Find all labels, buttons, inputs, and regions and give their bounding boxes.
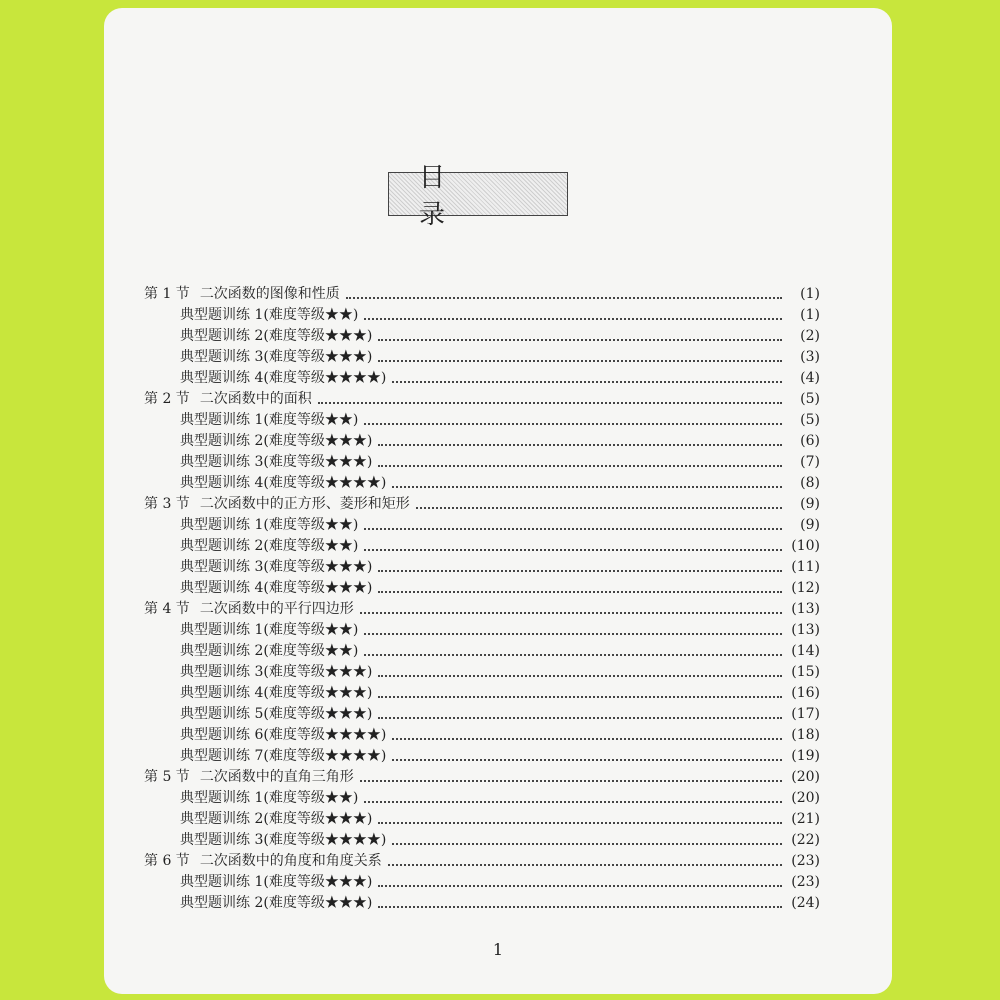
exercise-title: 典型题训练 1(难度等级★★★) bbox=[180, 874, 373, 890]
toc-item-row bbox=[180, 788, 820, 809]
exercise-page: (24) bbox=[791, 895, 820, 911]
exercise-page: (6) bbox=[800, 433, 820, 449]
dot-leader bbox=[364, 318, 782, 320]
toc-item-row bbox=[180, 620, 820, 641]
section-page: (23) bbox=[791, 853, 820, 869]
toc-item-row bbox=[180, 410, 820, 431]
toc-item-row bbox=[180, 704, 820, 725]
exercise-page: (11) bbox=[791, 559, 820, 575]
section-page: (20) bbox=[791, 769, 820, 785]
toc-section-row bbox=[144, 851, 820, 872]
section-title: 二次函数中的直角三角形 bbox=[199, 769, 354, 785]
exercise-title: 典型题训练 4(难度等级★★★) bbox=[180, 580, 373, 596]
toc-section-row bbox=[144, 599, 820, 620]
toc-item-row bbox=[180, 725, 820, 746]
toc-title: 目 录 bbox=[388, 172, 568, 216]
exercise-page: (18) bbox=[791, 727, 820, 743]
dot-leader bbox=[392, 843, 782, 845]
section-number: 第 4 节 bbox=[144, 601, 190, 617]
toc-section-row bbox=[144, 494, 820, 515]
exercise-page: (20) bbox=[791, 790, 820, 806]
exercise-title: 典型题训练 4(难度等级★★★★) bbox=[180, 370, 387, 386]
section-number: 第 1 节 bbox=[144, 286, 190, 302]
section-title: 二次函数的图像和性质 bbox=[199, 286, 340, 302]
toc-item-row bbox=[180, 662, 820, 683]
toc-item-row bbox=[180, 368, 820, 389]
exercise-page: (22) bbox=[791, 832, 820, 848]
exercise-title: 典型题训练 2(难度等级★★★) bbox=[180, 811, 373, 827]
section-page: (1) bbox=[800, 286, 820, 302]
toc-item-row bbox=[180, 305, 820, 326]
dot-leader bbox=[416, 507, 782, 509]
table-of-contents bbox=[104, 8, 892, 994]
toc-item-row bbox=[180, 431, 820, 452]
dot-leader bbox=[360, 612, 782, 614]
section-number: 第 2 节 bbox=[144, 391, 190, 407]
toc-item-row bbox=[180, 683, 820, 704]
dot-leader bbox=[364, 633, 782, 635]
toc-item-row bbox=[180, 578, 820, 599]
exercise-page: (19) bbox=[791, 748, 820, 764]
section-page: (5) bbox=[800, 391, 820, 407]
exercise-title: 典型题训练 1(难度等级★★) bbox=[180, 790, 359, 806]
section-page: (9) bbox=[800, 496, 820, 512]
dot-leader bbox=[378, 906, 782, 908]
exercise-title: 典型题训练 3(难度等级★★★) bbox=[180, 454, 373, 470]
dot-leader bbox=[318, 402, 782, 404]
dot-leader bbox=[346, 297, 782, 299]
book-page bbox=[104, 8, 892, 994]
exercise-page: (8) bbox=[800, 475, 820, 491]
section-number: 第 6 节 bbox=[144, 853, 190, 869]
exercise-title: 典型题训练 2(难度等级★★) bbox=[180, 538, 359, 554]
exercise-title: 典型题训练 1(难度等级★★) bbox=[180, 412, 359, 428]
section-title: 二次函数中的正方形、菱形和矩形 bbox=[199, 496, 410, 512]
exercise-title: 典型题训练 4(难度等级★★★★) bbox=[180, 475, 387, 491]
exercise-page: (4) bbox=[800, 370, 820, 386]
dot-leader bbox=[378, 444, 782, 446]
exercise-page: (13) bbox=[791, 622, 820, 638]
toc-section-row bbox=[144, 767, 820, 788]
dot-leader bbox=[378, 591, 782, 593]
toc-item-row bbox=[180, 830, 820, 851]
exercise-page: (21) bbox=[791, 811, 820, 827]
toc-item-row bbox=[180, 326, 820, 347]
exercise-title: 典型题训练 2(难度等级★★★) bbox=[180, 328, 373, 344]
exercise-title: 典型题训练 1(难度等级★★) bbox=[180, 307, 359, 323]
toc-item-row bbox=[180, 893, 820, 914]
toc-item-row bbox=[180, 473, 820, 494]
exercise-title: 典型题训练 7(难度等级★★★★) bbox=[180, 748, 387, 764]
toc-item-row bbox=[180, 872, 820, 893]
toc-item-row bbox=[180, 809, 820, 830]
section-page: (13) bbox=[791, 601, 820, 617]
toc-item-row bbox=[180, 557, 820, 578]
exercise-page: (15) bbox=[791, 664, 820, 680]
exercise-page: (10) bbox=[791, 538, 820, 554]
dot-leader bbox=[378, 717, 782, 719]
toc-section-row bbox=[144, 389, 820, 410]
dot-leader bbox=[378, 885, 782, 887]
toc-item-row bbox=[180, 746, 820, 767]
dot-leader bbox=[392, 381, 782, 383]
dot-leader bbox=[364, 654, 782, 656]
dot-leader bbox=[378, 696, 782, 698]
exercise-page: (16) bbox=[791, 685, 820, 701]
section-number: 第 5 节 bbox=[144, 769, 190, 785]
exercise-page: (2) bbox=[800, 328, 820, 344]
exercise-title: 典型题训练 3(难度等级★★★) bbox=[180, 349, 373, 365]
toc-item-row bbox=[180, 347, 820, 368]
exercise-page: (7) bbox=[800, 454, 820, 470]
section-title: 二次函数中的面积 bbox=[199, 391, 312, 407]
dot-leader bbox=[378, 570, 782, 572]
toc-item-row bbox=[180, 641, 820, 662]
toc-item-row bbox=[180, 536, 820, 557]
dot-leader bbox=[364, 423, 782, 425]
section-title: 二次函数中的角度和角度关系 bbox=[199, 853, 382, 869]
exercise-title: 典型题训练 4(难度等级★★★) bbox=[180, 685, 373, 701]
toc-item-row bbox=[180, 515, 820, 536]
dot-leader bbox=[364, 549, 782, 551]
dot-leader bbox=[378, 360, 782, 362]
exercise-page: (1) bbox=[800, 307, 820, 323]
dot-leader bbox=[364, 801, 782, 803]
exercise-page: (3) bbox=[800, 349, 820, 365]
exercise-page: (9) bbox=[800, 517, 820, 533]
dot-leader bbox=[378, 339, 782, 341]
exercise-page: (5) bbox=[800, 412, 820, 428]
dot-leader bbox=[388, 864, 782, 866]
exercise-title: 典型题训练 1(难度等级★★) bbox=[180, 517, 359, 533]
exercise-title: 典型题训练 2(难度等级★★★) bbox=[180, 895, 373, 911]
exercise-title: 典型题训练 2(难度等级★★) bbox=[180, 643, 359, 659]
toc-item-row bbox=[180, 452, 820, 473]
page-number: 1 bbox=[492, 940, 504, 959]
exercise-title: 典型题训练 3(难度等级★★★★) bbox=[180, 832, 387, 848]
exercise-title: 典型题训练 5(难度等级★★★) bbox=[180, 706, 373, 722]
dot-leader bbox=[378, 465, 782, 467]
dot-leader bbox=[392, 738, 782, 740]
section-number: 第 3 节 bbox=[144, 496, 190, 512]
dot-leader bbox=[378, 675, 782, 677]
dot-leader bbox=[360, 780, 782, 782]
exercise-title: 典型题训练 1(难度等级★★) bbox=[180, 622, 359, 638]
dot-leader bbox=[392, 486, 782, 488]
dot-leader bbox=[392, 759, 782, 761]
dot-leader bbox=[364, 528, 782, 530]
exercise-title: 典型题训练 3(难度等级★★★) bbox=[180, 559, 373, 575]
exercise-page: (12) bbox=[791, 580, 820, 596]
exercise-title: 典型题训练 2(难度等级★★★) bbox=[180, 433, 373, 449]
exercise-page: (23) bbox=[791, 874, 820, 890]
exercise-title: 典型题训练 3(难度等级★★★) bbox=[180, 664, 373, 680]
exercise-page: (17) bbox=[791, 706, 820, 722]
toc-section-row bbox=[144, 284, 820, 305]
exercise-title: 典型题训练 6(难度等级★★★★) bbox=[180, 727, 387, 743]
section-title: 二次函数中的平行四边形 bbox=[199, 601, 354, 617]
exercise-page: (14) bbox=[791, 643, 820, 659]
dot-leader bbox=[378, 822, 782, 824]
